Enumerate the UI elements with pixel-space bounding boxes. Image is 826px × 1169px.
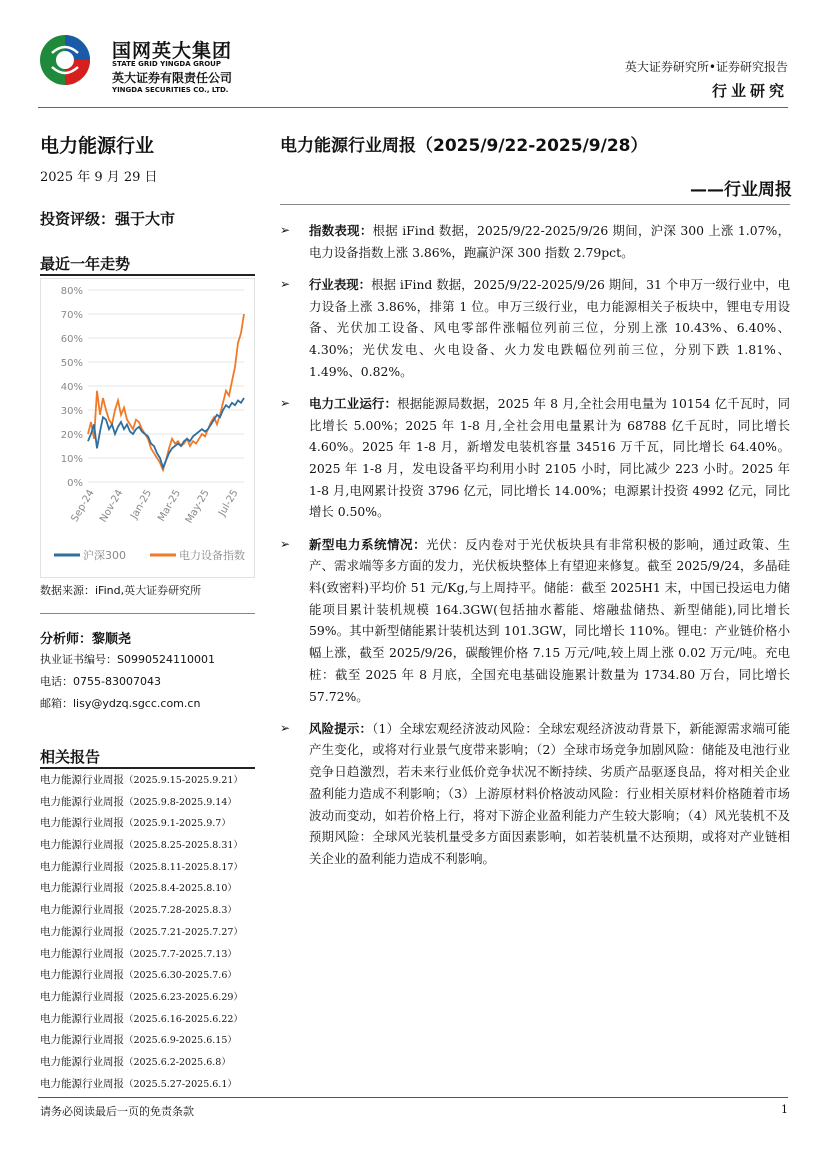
section-rule — [40, 274, 255, 276]
industry-name: 电力能源行业 — [40, 135, 155, 157]
x-tick-label: Jul-25 — [216, 488, 241, 519]
trend-section-title: 最近一年走势 — [40, 255, 131, 273]
arrow-bullet-icon: ➢ — [280, 223, 291, 237]
related-report-item[interactable] — [40, 925, 255, 947]
y-tick-label: 0% — [67, 478, 83, 489]
analyst-cert: 执业证书编号：S0990524110001 — [40, 653, 215, 666]
related-report-range: （2025.5.27-2025.6.1） — [124, 1078, 237, 1090]
bullet-label: 新型电力系统情况： — [309, 536, 427, 552]
chart-frame — [41, 279, 255, 578]
report-title: 电力能源行业周报（2025/9/22-2025/9/28） — [280, 136, 648, 156]
related-report-item[interactable] — [40, 990, 255, 1012]
company-logo-icon — [38, 33, 92, 87]
report-date: 2025 年 9 月 29 日 — [40, 170, 158, 185]
x-tick-label: Sep-24 — [69, 488, 97, 524]
footer-disclaimer: 请务必阅读最后一页的免责条款 — [40, 1105, 194, 1118]
related-report-name: 电力能源行业周报 — [40, 882, 124, 895]
related-report-name: 电力能源行业周报 — [40, 925, 124, 938]
related-report-range: （2025.9.8-2025.9.14） — [124, 796, 237, 808]
related-report-item[interactable] — [40, 795, 255, 817]
y-tick-label: 50% — [60, 358, 83, 369]
chart-source: 数据来源：iFind,英大证券研究所 — [40, 584, 202, 597]
bullet-text: 光伏：反内卷对于光伏板块具有非常积极的影响，通过政策、生产、需求端等多方面的发力，光伏板块整体上有望迎来修复。截至 2025/9/24，多晶硅料(致密料)平均价 51 元/Kg,与上周持平。储能：截至 2025H1 末，中国已投运电力储能项目累计装机规模 164.3GW(包括抽水蓄能、熔融盐储热、新型储能),同比增长 59%。其中新型储能累计装机达到 101.3GW，同比增长 110%。锂电：产业链价格小幅上涨，截至 2025/9/26，碳酸锂价格 7.15 万元/吨,较上周上涨 0.02 万元/吨。充电桩：截至 2025 年 8 月底，全国充电基础设施累计数量为 1734.80 万台，同比增长 57.72%。 — [309, 536, 791, 704]
related-report-name: 电力能源行业周报 — [40, 1012, 124, 1025]
logo-group-name-en: STATE GRID YINGDA GROUP — [112, 60, 221, 68]
related-report-item[interactable] — [40, 860, 255, 882]
related-report-name: 电力能源行业周报 — [40, 860, 124, 873]
related-report-item[interactable] — [40, 947, 255, 969]
footer-rule — [38, 1097, 788, 1098]
related-report-item[interactable] — [40, 1077, 255, 1099]
logo-group-name: 国网英大集团 — [112, 40, 233, 62]
header-category: 行业研究 — [711, 82, 788, 100]
series-line-1 — [88, 314, 244, 470]
header-institute: 英大证券研究所•证券研究报告 — [624, 60, 788, 74]
related-report-range: （2025.7.28-2025.8.3） — [124, 905, 237, 917]
related-report-name: 电力能源行业周报 — [40, 904, 124, 917]
bullet-label: 行业表现： — [309, 276, 372, 292]
related-report-name: 电力能源行业周报 — [40, 969, 124, 982]
arrow-bullet-icon: ➢ — [280, 395, 291, 410]
related-reports-list — [40, 773, 255, 1098]
bullet-text: 根据 iFind 数据，2025/9/22-2025/9/26 期间，沪深 300 上涨 1.07%，电力设备指数上涨 3.86%，跑赢沪深 300 指数 2.79pct。 — [309, 223, 790, 260]
related-report-item[interactable] — [40, 816, 255, 838]
bullet-label: 指数表现： — [309, 223, 373, 238]
analyst-phone: 电话：0755-83007043 — [40, 675, 161, 688]
section-rule — [40, 613, 255, 614]
bullet-label: 风险提示： — [309, 720, 373, 736]
bullet-text: 根据 iFind 数据，2025/9/22-2025/9/26 期间，31 个申万一级行业中，电力设备上涨 3.86%，排第 1 位。申万三级行业，电力能源相关子板块中，锂电专用设备、光伏加工设备、风电零部件涨幅位列前三位，分别上涨 10.43%、6.40%、4.30%；光伏发电、火电设备、火力发电跌幅位列前三位，分别下跌 1.81%、1.49%、0.82%。 — [309, 276, 790, 379]
analyst-email: 邮箱：lisy@ydzq.sgcc.com.cn — [40, 697, 201, 710]
y-tick-label: 10% — [60, 454, 83, 465]
related-report-name: 电力能源行业周报 — [40, 990, 124, 1003]
related-report-name: 电力能源行业周报 — [40, 1077, 124, 1090]
bullet-text: （1）全球宏观经济波动风险：全球宏观经济波动背景下，新能源需求端可能产生变化，或将对行业景气度带来影响；（2）全球市场竞争加剧风险：储能及电池行业竞争日趋激烈，若未来行业低价竞争状况不断持续、劣质产品驱逐良品，将对相关企业盈利能力造成不利影响；（3）上游原材料价格波动风险：行业相关原材料价格随着市场波动而变动，如若价格上行，将对下游企业盈利能力产生较大影响；（4）风光装机不及预期风险：全球风光装机量受多方面因素影响，如若装机量不达预期，或将对产业链相关企业的盈利能力造成不利影响。 — [309, 720, 791, 866]
y-tick-label: 60% — [60, 334, 83, 345]
trend-chart — [40, 278, 255, 578]
related-report-name: 电力能源行业周报 — [40, 947, 124, 960]
arrow-bullet-icon: ➢ — [280, 536, 291, 551]
investment-rating: 投资评级：强于大市 — [40, 210, 176, 228]
related-report-name: 电力能源行业周报 — [40, 839, 124, 852]
related-report-range: （2025.6.16-2025.6.22） — [124, 1013, 243, 1025]
logo-company-name: 英大证券有限责任公司 — [112, 71, 233, 85]
related-report-range: （2025.6.9-2025.6.15） — [124, 1035, 237, 1047]
arrow-bullet-icon: ➢ — [280, 276, 291, 291]
related-report-item[interactable] — [40, 1055, 255, 1077]
related-report-range: （2025.8.4-2025.8.10） — [124, 883, 237, 895]
section-rule — [40, 767, 255, 769]
related-report-item[interactable] — [40, 968, 255, 990]
related-report-name: 电力能源行业周报 — [40, 1034, 124, 1047]
related-report-item[interactable] — [40, 1012, 255, 1034]
summary-bullet — [280, 534, 790, 708]
summary-bullets — [280, 220, 790, 880]
related-reports-title: 相关报告 — [40, 748, 101, 766]
x-tick-label: May-25 — [183, 488, 212, 526]
summary-bullet — [280, 220, 790, 263]
related-report-item[interactable] — [40, 903, 255, 925]
y-tick-label: 80% — [60, 286, 83, 297]
related-report-name: 电力能源行业周报 — [40, 817, 124, 830]
related-report-name: 电力能源行业周报 — [40, 1055, 124, 1068]
summary-bullet — [280, 393, 790, 523]
related-report-name: 电力能源行业周报 — [40, 774, 124, 786]
bullet-label: 电力工业运行： — [309, 395, 398, 411]
x-tick-label: Jan-25 — [128, 488, 155, 521]
related-report-item[interactable] — [40, 838, 255, 860]
report-subtitle: ——行业周报 — [690, 180, 792, 200]
page-number: 1 — [781, 1103, 788, 1116]
related-report-range: （2025.8.11-2025.8.17） — [124, 861, 243, 873]
analyst-name: 分析师：黎顺尧 — [40, 632, 132, 647]
related-report-range: （2025.6.2-2025.6.8） — [124, 1056, 231, 1068]
y-tick-label: 30% — [60, 406, 83, 417]
related-report-range: （2025.6.30-2025.7.6） — [124, 970, 237, 982]
x-tick-label: Nov-24 — [98, 488, 126, 525]
header-rule — [38, 107, 788, 108]
related-report-item[interactable] — [40, 1033, 255, 1055]
related-report-name: 电力能源行业周报 — [40, 795, 124, 808]
related-report-item[interactable] — [40, 881, 255, 903]
related-report-range: （2025.9.1-2025.9.7） — [124, 818, 231, 830]
logo-company-name-en: YINGDA SECURITIES CO., LTD. — [112, 86, 229, 94]
y-tick-label: 20% — [60, 430, 83, 441]
related-report-range: （2025.9.15-2025.9.21） — [124, 775, 243, 786]
related-report-range: （2025.7.7-2025.7.13） — [124, 948, 237, 960]
y-tick-label: 70% — [60, 310, 83, 321]
related-report-item[interactable] — [40, 773, 255, 795]
related-report-range: （2025.8.25-2025.8.31） — [124, 840, 243, 852]
summary-bullet — [280, 274, 790, 383]
y-tick-label: 40% — [60, 382, 83, 393]
bullet-text: 根据能源局数据，2025 年 8 月,全社会用电量为 10154 亿千瓦时，同比增长 5.00%；2025 年 1-8 月,全社会用电量累计为 68788 亿千瓦时，同比增长 4.60%。2025 年 1-8 月，新增发电装机容量 34516 万千瓦，同比增长 64.40%。2025 年 1-8 月，发电设备平均利用小时 2105 小时，同比减少 223 小时。2025 年 1-8 月,电网累计投资 3796 亿元，同比增长 14.00%；电源累计投资 4992 亿元，同比增长 0.50%。 — [309, 395, 791, 520]
summary-bullet — [280, 718, 790, 870]
legend-label: 沪深300 — [83, 549, 126, 562]
x-tick-label: Mar-25 — [156, 488, 183, 524]
legend-label: 电力设备指数 — [179, 549, 245, 562]
arrow-bullet-icon: ➢ — [280, 720, 291, 735]
title-rule — [280, 204, 790, 205]
related-report-range: （2025.6.23-2025.6.29） — [124, 991, 243, 1003]
related-report-range: （2025.7.21-2025.7.27） — [124, 926, 243, 938]
